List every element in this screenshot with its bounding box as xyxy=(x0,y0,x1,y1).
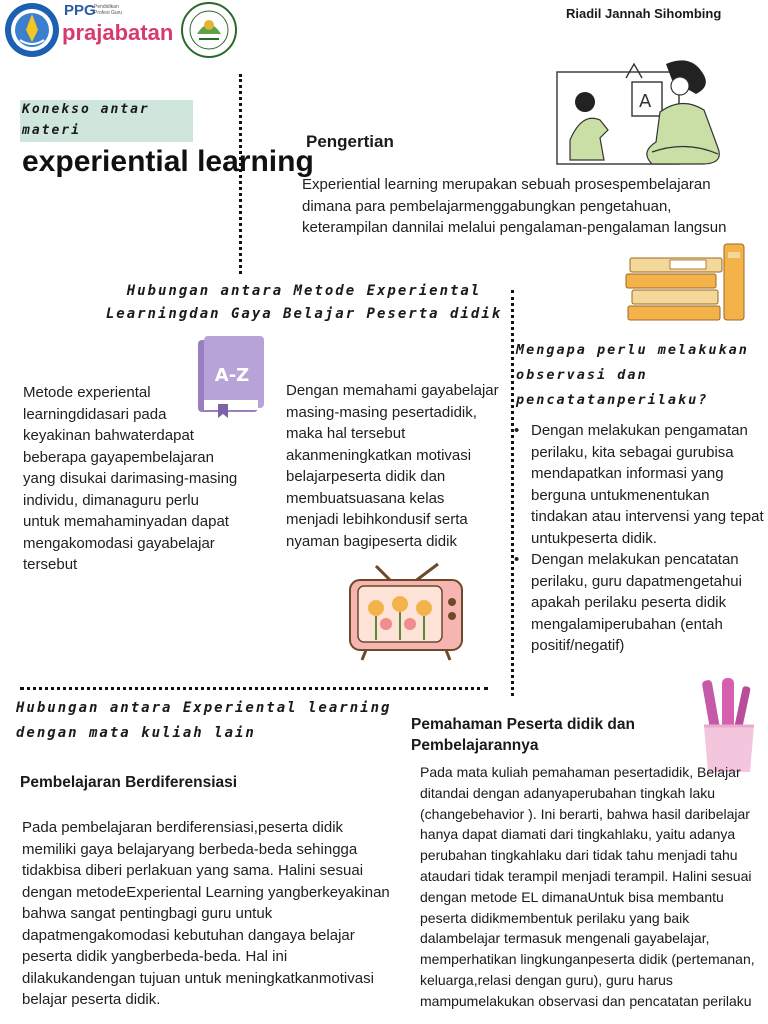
prajabatan-logo-text: prajabatan xyxy=(62,20,174,45)
hubungan-metode-heading: Hubungan antara Metode Experiental Learningdan Gaya Belajar Peserta didik xyxy=(105,283,503,322)
list-item: • Dengan melakukan pencatatan perilaku, guru dapatmengetahui apakah perilaku peserta didik mengalamiperubahan (entah positif/negatif) xyxy=(514,549,766,657)
pemahaman-heading: Pemahaman Peserta didik dan Pembelajarannya xyxy=(411,716,635,754)
header-logos xyxy=(2,0,242,62)
unimed-seal-icon xyxy=(177,1,241,59)
diferensiasi-heading: Pembelajaran Berdiferensiasi xyxy=(20,774,238,791)
horizontal-divider xyxy=(20,687,488,690)
topic-tag: Konekso antar materi xyxy=(22,102,150,138)
author-name: Riadil Jannah Sihombing xyxy=(566,6,722,21)
pemahaman-body: Pada mata kuliah pemahaman pesertadidik, Belajar ditandai dengan adanyaperubahan tingkah laku (changebehavior ). Ini berarti, bahwa hasil daribelajar hanya dapat diamati dari tingkahlaku, yaitu adanya perubahan tingkahlaku dari tidak tahu menjadi tahu ataudari tidak terampil menjadi terampil. Halini sesuai dengan metode EL dimanaUntuk bisa membantu peserta didikmembentuk perilaku yang baik dalambelajar termasuk mengenali gayabelajar, memperhatikan lingkunganpeserta didik (pertemanan, keluarga,relasi dengan guru), guru harus mampumelakukan observasi dan pencatatan perilaku xyxy=(420,764,755,1009)
book-stack-illustration xyxy=(624,242,754,322)
mengapa-heading: Mengapa perlu melakukan observasi dan pencatatanperilaku? xyxy=(516,342,749,408)
main-title: experiential learning xyxy=(22,145,314,178)
teacher-student-illustration xyxy=(556,56,728,168)
hubungan-mata-kuliah-heading: Hubungan antara Experiental learning dengan mata kuliah lain xyxy=(16,700,392,741)
list-item: • Dengan melakukan pengamatan perilaku, kita sebagai gurubisa mendapatkan informasi yang berguna untukmenentukan tindakan atau intervensi yang tepat untukpeserta didik. xyxy=(514,420,766,549)
pengertian-heading: Pengertian xyxy=(306,132,394,151)
book-label: A-Z xyxy=(214,365,250,386)
mengapa-bullet-list xyxy=(514,420,766,657)
memahami-body: Dengan memahami gayabelajar masing-masing pesertadidik, maka hal tersebut akanmeningkatkan motivasi belajarpeserta didik dan membuatsuasana kelas menjadi lebihkondusif serta nyaman bagipeserta didik xyxy=(286,382,499,550)
vertical-divider-top xyxy=(239,74,242,274)
flower-tv-illustration xyxy=(346,562,466,662)
pengertian-body: Experiential learning merupakan sebuah prosespembelajaran dimana para pembelajarmenggabungkan pengetahuan, keterampilan dannilai melalui pengalaman-pengalaman langsun xyxy=(302,176,727,236)
metode-body: Metode experiental learningdidasari pada keyakinan bahwaterdapat beberapa gayapembelajaran yang disukai darimasing-masing individu, dimanaguru perlu untuk memahaminyadan dapat mengakomodasi gayabelajar tersebut xyxy=(23,384,238,573)
ppg-logo-text: PPG xyxy=(64,2,96,19)
tut-wuri-handayani-logo xyxy=(2,2,62,58)
ppg-logo-subtext: Pendidikan Profesi Guru xyxy=(94,4,123,16)
diferensiasi-body: Pada pembelajaran berdiferensiasi,peserta didik memiliki gaya belajaryang berbeda-beda sehingga tidakbisa diberi perlakuan yang sama. Halini sesuai dengan metodeExperiental Learning yangberkeyakinan bahwa sangat pentingbagi guru untuk dapatmengakomodasi kebutuhan dangaya belajar peserta didik yangberbeda-beda. Hal ini dilakukandengan tujuan untuk meningkatkanmotivasi belajar peserta didik. xyxy=(22,819,390,1008)
svg-text:A: A xyxy=(639,91,652,112)
pencil-cup-illustration xyxy=(696,676,762,774)
